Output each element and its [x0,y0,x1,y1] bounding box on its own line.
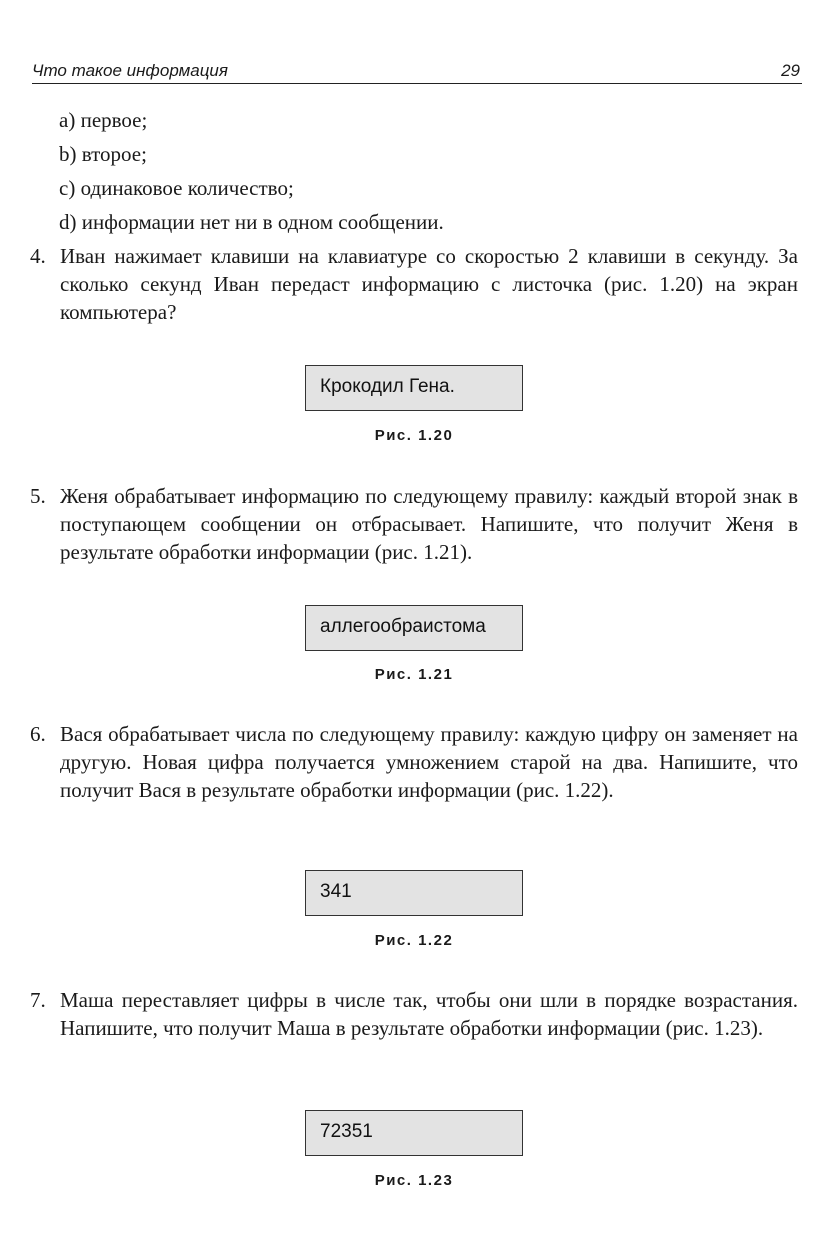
chapter-title: Что такое информация [32,61,228,80]
running-header [32,59,802,84]
option-text: одинаковое количество; [80,176,294,200]
problem-4 [30,242,798,326]
option-marker: d) [59,210,77,234]
problem-number: 6. [30,722,46,746]
figure-text: 72351 [320,1121,373,1142]
figure-text: 341 [320,881,352,902]
answer-option-c [59,174,294,202]
problem-number: 5. [30,484,46,508]
option-marker: b) [59,142,77,166]
option-text: первое; [80,108,148,132]
figure-caption: Рис. 1.21 [374,666,454,683]
option-text: второе; [81,142,147,166]
problem-number: 7. [30,988,46,1012]
figure-text: Крокодил Гена. [320,376,455,397]
figure-text: аллегообраистома [320,616,486,637]
problem-6 [30,720,798,804]
problem-text: Женя обрабатывает информацию по следующему правилу: каждый второй знак в поступающем сообщении он отбрасывает. Напишите, что получит Женя в результате обработки информации (рис. 1.21). [60,484,798,564]
figure-1-22-box [305,870,523,916]
problem-7 [30,986,798,1042]
option-marker: a) [59,108,76,132]
figure-1-21-box [305,605,523,651]
figure-1-20-box [305,365,523,411]
problem-5 [30,482,798,566]
figure-caption: Рис. 1.20 [374,427,454,444]
option-text: информации нет ни в одном сообщении. [81,210,444,234]
answer-option-a [59,106,147,134]
problem-text: Маша переставляет цифры в числе так, чтобы они шли в порядке возрастания. Напишите, что получит Маша в результате обработки информации (рис. 1.23). [60,988,798,1040]
problem-number: 4. [30,244,46,268]
answer-option-b [59,140,147,168]
figure-1-23-box [305,1110,523,1156]
page-number: 29 [781,61,800,80]
figure-caption: Рис. 1.23 [374,1172,454,1189]
answer-option-d [59,208,444,236]
figure-caption: Рис. 1.22 [374,932,454,949]
problem-text: Иван нажимает клавиши на клавиатуре со скоростью 2 клавиши в секунду. За сколько секунд Иван передаст информацию с листочка (рис. 1.20) на экран компьютера? [60,244,798,324]
option-marker: c) [59,176,76,200]
problem-text: Вася обрабатывает числа по следующему правилу: каждую цифру он заменяет на другую. Новая цифра получается умножением старой на два. Напишите, что получит Вася в результате обработки информации (рис. 1.22). [60,722,798,802]
